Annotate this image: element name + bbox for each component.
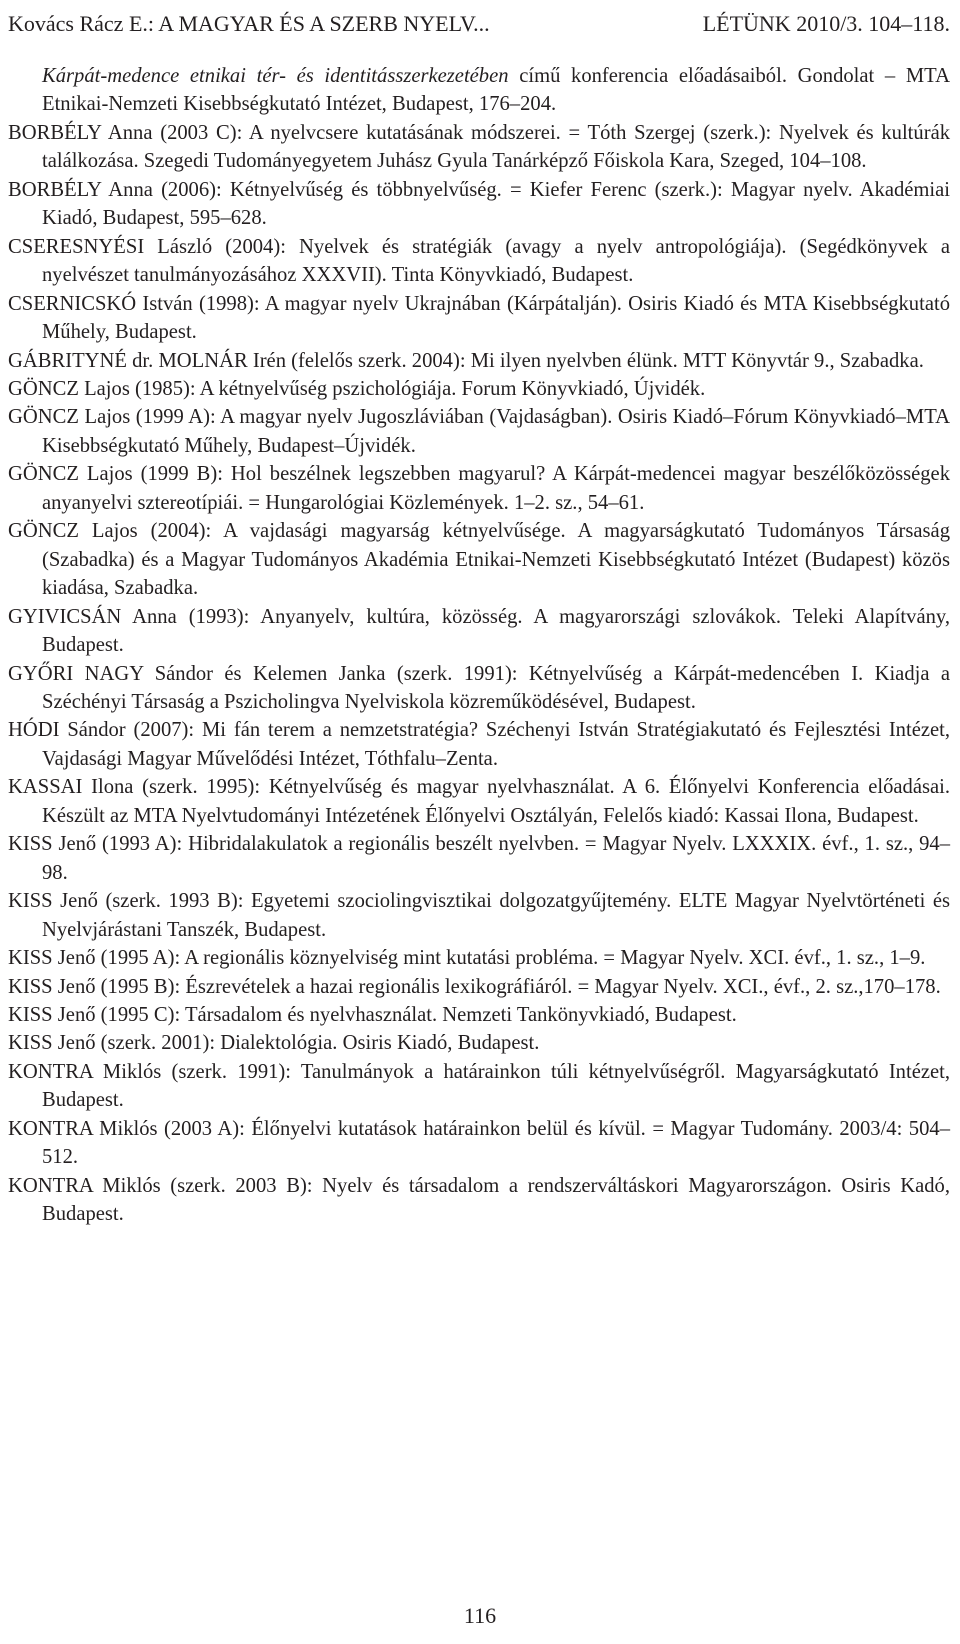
- reference-text: HÓDI Sándor (2007): Mi fán terem a nemzetstratégia? Széchenyi István Stratégiakutató és Fejlesztési Intézet, Vajdasági Magyar Művelődési Intézet, Tóthfalu–Zenta.: [8, 719, 950, 770]
- reference-text: GYŐRI NAGY Sándor és Kelemen Janka (szerk. 1991): Kétnyelvűség a Kárpát-medencében I. Kiadja a Széchényi Társaság a Pszicholingva Nyelviskola közreműködésével, Budapest.: [8, 662, 950, 713]
- reference-text: KISS Jenő (1995 B): Észrevételek a hazai regionális lexikográfiáról. = Magyar Nyelv. XCI., évf., 2. sz.,170–178.: [8, 975, 941, 998]
- reference-entry: [8, 887, 950, 944]
- reference-text: BORBÉLY Anna (2006): Kétnyelvűség és többnyelvűség. = Kiefer Ferenc (szerk.): Magyar nyelv. Akadémiai Kiadó, Budapest, 595–628.: [8, 178, 950, 230]
- reference-text: GÖNCZ Lajos (1999 A): A magyar nyelv Jugoszláviában (Vajdaságban). Osiris Kiadó–Fórum Könyvkiadó–MTA Kisebbségkutató Műhely, Budapest–Újvidék.: [8, 406, 950, 457]
- reference-entry: [8, 347, 950, 375]
- reference-text: KISS Jenő (1995 A): A regionális köznyelviség mint kutatási probléma. = Magyar Nyelv. XCI. évf., 1. sz., 1–9.: [8, 947, 926, 970]
- reference-entry: [8, 517, 950, 602]
- reference-entry: [8, 973, 950, 1001]
- reference-entry: [8, 773, 950, 830]
- reference-text: GYIVICSÁN Anna (1993): Anyanyelv, kultúra, közösség. A magyarországi szlovákok. Teleki Alapítvány, Budapest.: [8, 605, 950, 657]
- reference-entry: [8, 233, 950, 290]
- reference-text: KONTRA Miklós (szerk. 2003 B): Nyelv és társadalom a rendszerváltáskori Magyarországon. Osiris Kadó, Budapest.: [8, 1174, 950, 1226]
- reference-entry: [8, 176, 950, 233]
- reference-text: KISS Jenő (1993 A): Hibridalakulatok a regionális beszélt nyelvben. = Magyar Nyelv. LXXXIX. évf., 1. sz., 94–98.: [8, 833, 950, 884]
- reference-text: GÖNCZ Lajos (1999 B): Hol beszélnek legszebben magyarul? A Kárpát-medencei magyar beszélőközösségek anyanyelvi sztereotípiái. = Hungarológiai Közlemények. 1–2. sz., 54–61.: [8, 463, 950, 514]
- reference-entry: [8, 375, 950, 403]
- reference-entry: [8, 403, 950, 460]
- running-header-author-title: Kovács Rácz E.: A MAGYAR ÉS A SZERB NYELV...: [8, 11, 490, 36]
- reference-text: KONTRA Miklós (szerk. 1991): Tanulmányok a határainkon túli kétnyelvűségről. Magyarságkutató Intézet, Budapest.: [8, 1060, 950, 1112]
- reference-entry: [8, 944, 950, 972]
- reference-text: CSERNICSKÓ István (1998): A magyar nyelv Ukrajnában (Kárpátalján). Osiris Kiadó és MTA Kisebbségkutató Műhely, Budapest.: [8, 292, 950, 344]
- reference-text: KISS Jenő (szerk. 2001): Dialektológia. Osiris Kiadó, Budapest.: [8, 1032, 540, 1055]
- reference-entry: [8, 603, 950, 660]
- reference-list: [8, 62, 950, 1229]
- reference-text: GÖNCZ Lajos (2004): A vajdasági magyarság kétnyelvűsége. A magyarságkutató Tudományos Társaság (Szabadka) és a Magyar Tudományos Akadémia Etnikai-Nemzeti Kisebbségkutató Intézet (Budapest) közös kiadása, Szabadka.: [8, 520, 950, 600]
- reference-italic-title: Kárpát-medence etnikai tér- és identitásszerkezetében: [42, 65, 509, 87]
- reference-entry: [8, 1029, 950, 1057]
- reference-text: KONTRA Miklós (2003 A): Élőnyelvi kutatások határainkon belül és kívül. = Magyar Tudomány. 2003/4: 504–512.: [8, 1117, 950, 1169]
- reference-text: KASSAI Ilona (szerk. 1995): Kétnyelvűség és magyar nyelvhasználat. A 6. Élőnyelvi Konferencia előadásai. Készült az MTA Nyelvtudományi Intézetének Élőnyelvi Osztályán, Felelős kiadó: Kassai Ilona, Budapest.: [8, 776, 950, 827]
- reference-text: KISS Jenő (szerk. 1993 B): Egyetemi szociolingvisztikai dolgozatgyűjtemény. ELTE Magyar Nyelvtörténeti és Nyelvjárástani Tanszék, Budapest.: [8, 890, 950, 941]
- reference-entry: [8, 1172, 950, 1229]
- reference-entry: [8, 119, 950, 176]
- reference-entry: [8, 830, 950, 887]
- reference-entry: [8, 1058, 950, 1115]
- reference-text: KISS Jenő (1995 C): Társadalom és nyelvhasználat. Nemzeti Tankönyvkiadó, Budapest.: [8, 1003, 737, 1026]
- reference-text: GÁBRITYNÉ dr. MOLNÁR Irén (felelős szerk. 2004): Mi ilyen nyelvben élünk. MTT Könyvtár 9., Szabadka.: [8, 349, 924, 372]
- reference-entry-continuation: [8, 62, 950, 119]
- reference-entry: [8, 660, 950, 717]
- reference-entry: [8, 1001, 950, 1029]
- running-header-journal: LÉTÜNK 2010/3. 104–118.: [702, 11, 950, 36]
- reference-text: BORBÉLY Anna (2003 C): A nyelvcsere kutatásának módszerei. = Tóth Szergej (szerk.): Nyelvek és kultúrák találkozása. Szegedi Tudományegyetem Juhász Gyula Tanárképző Főiskola Kara, Szeged, 104–108.: [8, 121, 950, 173]
- reference-text: című konferencia előadásaiból. Gondolat – MTA Etnikai-Nemzeti Kisebbségkutató Intézet, Budapest, 176–204.: [42, 65, 950, 116]
- reference-entry: [8, 1115, 950, 1172]
- reference-text: CSERESNYÉSI László (2004): Nyelvek és stratégiák (avagy a nyelv antropológiája). (Segédkönyvek a nyelvészet tanulmányozásához XXXVII). Tinta Könyvkiadó, Budapest.: [8, 235, 950, 287]
- page-number: 116: [463, 1603, 497, 1628]
- reference-entry: [8, 460, 950, 517]
- reference-text: GÖNCZ Lajos (1985): A kétnyelvűség pszichológiája. Forum Könyvkiadó, Újvidék.: [8, 377, 706, 400]
- running-header: [8, 10, 950, 38]
- reference-entry: [8, 290, 950, 347]
- reference-entry: [8, 716, 950, 773]
